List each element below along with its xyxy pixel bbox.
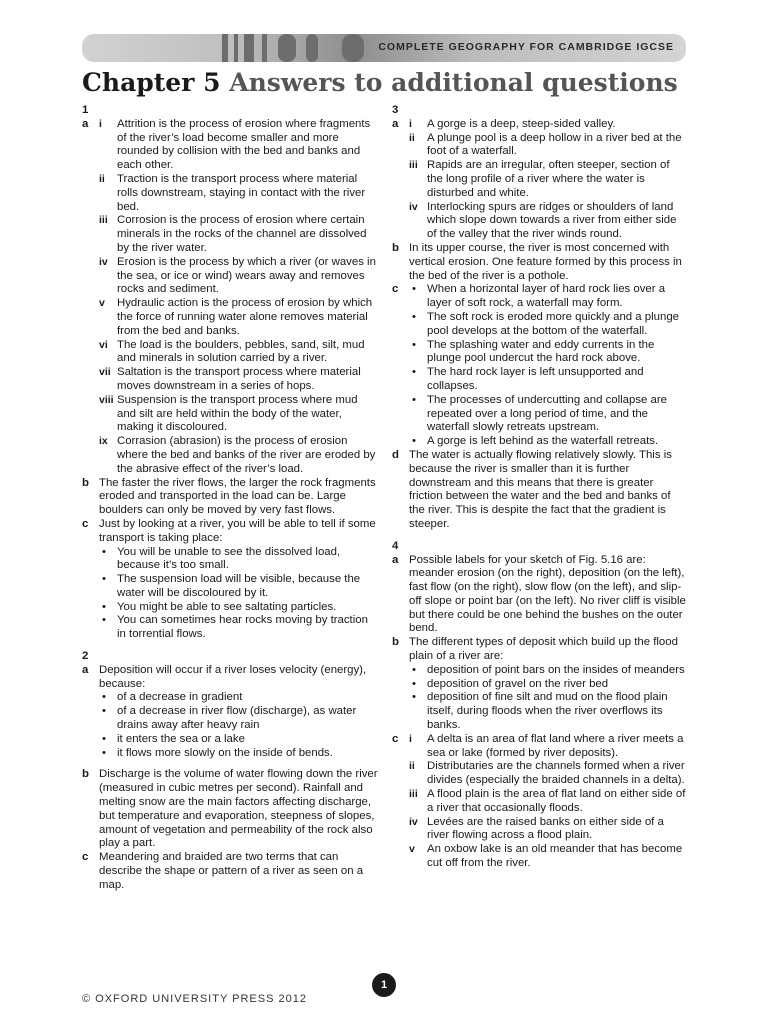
- sub-answer-text: A flood plain is the area of flat land on either side of a river that occasionally floods.: [427, 788, 686, 814]
- sub-answer: [409, 201, 688, 242]
- bullet-icon: •: [412, 691, 416, 704]
- bullet-text: The hard rock layer is left unsupported and collapses.: [427, 366, 644, 392]
- question-number: 3: [392, 104, 399, 116]
- bullet-item: [99, 747, 378, 761]
- sub-answer-text: Corrosion is the process of erosion where certain minerals in the rocks of the channel are dissolved by the river water.: [117, 214, 367, 254]
- sub-answer-text: Distributaries are the channels formed when a river divides (especially the braided channels in a delta).: [427, 760, 685, 787]
- sub-answer-text: Corrasion (abrasion) is the process of erosion where the bed and banks of the river are eroded by the abrasive effect of the river’s load.: [117, 435, 376, 475]
- roman-numeral: viii: [99, 393, 114, 406]
- answer-text: Possible labels for your sketch of Fig. 5.16 are: meander erosion (on the right), deposition (on the left), fast flow (on the right), slow flow (on the left), and slip-off slope or point bar (on the left). No river cliff is visible but there could be one behind the bushes on the outer bend.: [409, 553, 686, 635]
- page-number: 1: [372, 973, 396, 997]
- bullet-icon: •: [102, 573, 106, 586]
- banner-decoration: [342, 34, 364, 62]
- part-letter: b: [82, 476, 89, 489]
- bullet-item: [409, 664, 688, 678]
- answer-3a: [392, 118, 688, 242]
- sub-answer-text: A delta is an area of flat land where a river meets a sea or lake (formed by river deposits).: [427, 732, 684, 759]
- roman-numeral: vii: [99, 366, 111, 379]
- roman-numeral: ii: [99, 172, 105, 185]
- chapter-subtitle: Answers to additional questions: [229, 68, 678, 97]
- bullet-item: [99, 573, 378, 601]
- answer-3c: [392, 283, 688, 449]
- bullet-item: [409, 691, 688, 732]
- bullet-item: [409, 394, 688, 435]
- roman-numeral: ii: [409, 131, 415, 144]
- bullet-icon: •: [412, 393, 416, 406]
- sub-answer: [99, 173, 378, 214]
- part-letter: c: [392, 732, 399, 745]
- bullet-item: [409, 366, 688, 394]
- part-letter: b: [392, 636, 399, 649]
- bullet-icon: •: [412, 310, 416, 323]
- part-letter: a: [82, 117, 89, 130]
- answer-3b: [392, 242, 688, 283]
- part-letter: d: [392, 448, 399, 461]
- bullet-icon: •: [102, 600, 106, 613]
- sub-answer: [99, 118, 378, 173]
- answer-4b: [392, 636, 688, 733]
- part-letter: a: [392, 553, 399, 566]
- sub-answer: [409, 159, 688, 200]
- sub-answer-text: An oxbow lake is an old meander that has become cut off from the river.: [427, 843, 683, 870]
- sub-answer-text: Attrition is the process of erosion where fragments of the river’s load become smaller and more rounded by collision with the bed and banks and each other.: [117, 117, 371, 172]
- bullet-text: deposition of point bars on the insides of meanders: [427, 663, 685, 676]
- part-letter: c: [82, 517, 89, 530]
- bullet-item: [99, 691, 378, 705]
- answer-text: Discharge is the volume of water flowing down the river (measured in cubic metres per second). Rainfall and melting snow are the main factors affecting discharge, but temperature and evaporation, steepness of slopes, amount of vegetation and permeability of the rock also play a part.: [99, 768, 378, 850]
- question-number: 4: [392, 539, 399, 552]
- answer-2c: [82, 851, 378, 892]
- roman-numeral: iii: [99, 214, 108, 227]
- sub-answer-text: The load is the boulders, pebbles, sand, silt, mud and minerals in solution carried by a river.: [117, 338, 365, 365]
- sub-answer: [409, 843, 688, 871]
- sub-answer: [409, 760, 688, 788]
- sub-answer: [409, 132, 688, 160]
- banner-decoration: [222, 34, 228, 62]
- sub-answer: [99, 297, 378, 338]
- banner-decoration: [278, 34, 296, 62]
- bullet-icon: •: [102, 614, 106, 627]
- sub-answer-text: Levées are the raised banks on either side of a river flowing across a flood plain.: [427, 815, 664, 842]
- bullet-text: of a decrease in gradient: [117, 691, 243, 704]
- answer-text: The faster the river flows, the larger the rock fragments eroded and transported in the load can be. Large boulders can only be moved by very fast flows.: [99, 476, 376, 517]
- bullet-text: You can sometimes hear rocks moving by traction in torrential flows.: [117, 614, 368, 641]
- bullet-text: The splashing water and eddy currents in the plunge pool undercut the hard rock above.: [427, 338, 655, 365]
- part-letter: c: [392, 283, 399, 296]
- sub-answer-text: Suspension is the transport process where mud and silt are held within the body of the water, making it discoloured.: [117, 393, 358, 434]
- sub-answer: [409, 118, 688, 132]
- bullet-icon: •: [102, 732, 106, 745]
- bullet-item: [409, 339, 688, 367]
- bullet-text: The processes of undercutting and collapse are repeated over a long period of time, and the waterfall slowly retreats upstream.: [427, 393, 667, 434]
- sub-answer: [99, 256, 378, 297]
- page-title: [82, 68, 678, 97]
- bullet-icon: •: [412, 677, 416, 690]
- sub-answer: [99, 366, 378, 394]
- answer-2a: [82, 664, 378, 761]
- roman-numeral: iii: [409, 159, 418, 172]
- answer-text: Meandering and braided are two terms that can describe the shape or pattern of a river as seen on a map.: [99, 851, 364, 891]
- bullet-icon: •: [412, 366, 416, 379]
- answer-1b: [82, 477, 378, 518]
- bullet-icon: •: [102, 691, 106, 704]
- bullet-text: of a decrease in river flow (discharge), as water drains away after heavy rain: [117, 705, 357, 732]
- bullet-text: When a horizontal layer of hard rock lies over a layer of soft rock, a waterfall may form.: [427, 283, 666, 310]
- series-title: COMPLETE GEOGRAPHY FOR CAMBRIDGE IGCSE: [378, 41, 674, 53]
- bullet-icon: •: [412, 283, 416, 296]
- roman-numeral: i: [409, 117, 412, 130]
- bullet-icon: •: [412, 663, 416, 676]
- answer-text: The water is actually flowing relatively slowly. This is because the river is smaller than it is further downstream and this means that there is greater friction between the water and the bed and banks of the river. This is despite the fact that the gradient is steeper.: [409, 448, 672, 530]
- right-column: [392, 104, 688, 871]
- question-number: 1: [82, 104, 89, 116]
- bullet-text: deposition of fine silt and mud on the flood plain itself, during floods when the river overflows its banks.: [427, 691, 668, 732]
- roman-numeral: i: [99, 117, 102, 130]
- banner-decoration: [306, 34, 318, 62]
- bullet-item: [99, 733, 378, 747]
- roman-numeral: iv: [99, 255, 108, 268]
- header-banner: [82, 34, 686, 62]
- sub-answer: [99, 214, 378, 255]
- bullet-icon: •: [102, 705, 106, 718]
- answer-text: The different types of deposit which build up the flood plain of a river are:: [409, 636, 678, 663]
- answer-text: Deposition will occur if a river loses velocity (energy), because:: [99, 663, 367, 690]
- bullet-icon: •: [412, 435, 416, 448]
- sub-answer: [99, 435, 378, 476]
- roman-numeral: i: [409, 732, 412, 745]
- bullet-item: [409, 678, 688, 692]
- answer-1a: [82, 118, 378, 477]
- roman-numeral: v: [99, 297, 105, 310]
- bullet-text: The soft rock is eroded more quickly and a plunge pool develops at the bottom of the waterfall.: [427, 310, 679, 337]
- sub-answer: [409, 816, 688, 844]
- answer-text: Just by looking at a river, you will be able to tell if some transport is taking place:: [99, 517, 376, 544]
- bullet-item: [409, 283, 688, 311]
- answer-3d: [392, 449, 688, 532]
- roman-numeral: iv: [409, 815, 418, 828]
- answer-1c: [82, 518, 378, 642]
- banner-decoration: [234, 34, 238, 62]
- part-letter: b: [392, 241, 399, 254]
- bullet-item: [99, 705, 378, 733]
- roman-numeral: iii: [409, 788, 418, 801]
- answer-2b: [82, 768, 378, 851]
- bullet-text: You will be unable to see the dissolved load, because it’s too small.: [117, 545, 341, 572]
- sub-answer-text: Rapids are an irregular, often steeper, section of the long profile of a river where the water is disturbed and white.: [427, 159, 670, 199]
- answer-4c: [392, 733, 688, 871]
- bullet-icon: •: [102, 746, 106, 759]
- sub-answer: [409, 788, 688, 816]
- sub-answer-text: A plunge pool is a deep hollow in a river bed at the foot of a waterfall.: [427, 131, 682, 158]
- part-letter: a: [392, 117, 399, 130]
- bullet-item: [409, 311, 688, 339]
- copyright-footer: © OXFORD UNIVERSITY PRESS 2012: [82, 993, 307, 1005]
- bullet-text: The suspension load will be visible, because the water will be discoloured by it.: [117, 573, 361, 599]
- answer-text: In its upper course, the river is most concerned with vertical erosion. One feature formed by this process in the bed of the river is a pothole.: [409, 241, 682, 282]
- sub-answer: [99, 339, 378, 367]
- answer-4a: [392, 554, 688, 637]
- chapter-label: Chapter 5: [82, 68, 221, 97]
- roman-numeral: ix: [99, 435, 108, 448]
- sub-answer-text: Saltation is the transport process where material moves downstream in a series of hops.: [117, 366, 361, 392]
- part-letter: b: [82, 768, 89, 781]
- bullet-item: [99, 614, 378, 642]
- sub-answer-text: Interlocking spurs are ridges or shoulders of land which slope down towards a river from either side of the valley that the river winds round.: [427, 200, 677, 241]
- bullet-icon: •: [412, 338, 416, 351]
- bullet-item: [99, 601, 378, 615]
- left-column: [82, 104, 378, 893]
- bullet-item: [99, 546, 378, 574]
- bullet-text: A gorge is left behind as the waterfall retreats.: [427, 435, 659, 448]
- bullet-text: it flows more slowly on the inside of bends.: [117, 746, 333, 759]
- part-letter: a: [82, 663, 89, 676]
- sub-answer: [99, 394, 378, 435]
- sub-answer-text: Traction is the transport process where material rolls downstream, staying in contact with the river bed.: [117, 172, 366, 213]
- banner-decoration: [244, 34, 254, 62]
- sub-answer-text: Hydraulic action is the process of erosion by which the force of running water alone removes material from the bed and banks.: [117, 297, 373, 337]
- bullet-item: [409, 435, 688, 449]
- bullet-text: You might be able to see saltating particles.: [117, 600, 337, 613]
- roman-numeral: ii: [409, 760, 415, 773]
- bullet-text: deposition of gravel on the river bed: [427, 677, 609, 690]
- sub-answer-text: Erosion is the process by which a river (or waves in the sea, or ice or wind) wears away and removes rocks and sediment.: [117, 255, 376, 296]
- roman-numeral: iv: [409, 200, 418, 213]
- part-letter: c: [82, 851, 89, 864]
- sub-answer: [409, 733, 688, 761]
- bullet-text: it enters the sea or a lake: [117, 732, 245, 745]
- roman-numeral: v: [409, 843, 415, 856]
- roman-numeral: vi: [99, 338, 108, 351]
- bullet-icon: •: [102, 545, 106, 558]
- banner-decoration: [262, 34, 267, 62]
- sub-answer-text: A gorge is a deep, steep-sided valley.: [427, 117, 616, 130]
- question-number: 2: [82, 650, 89, 663]
